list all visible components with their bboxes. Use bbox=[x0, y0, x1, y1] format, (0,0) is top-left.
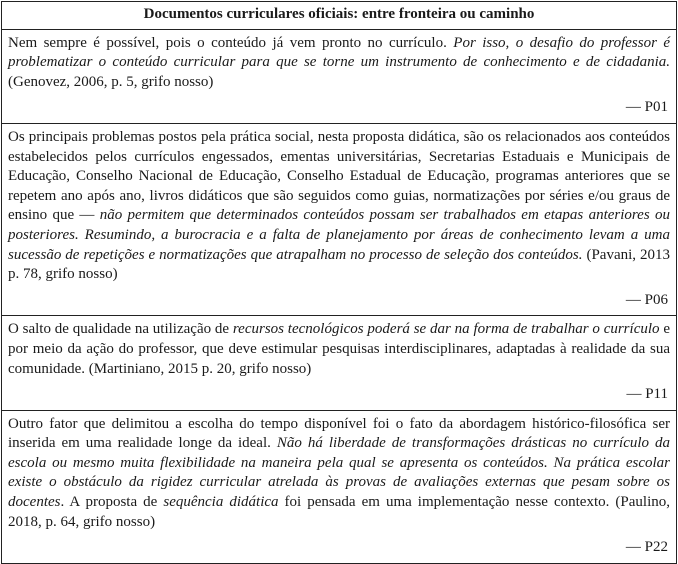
text-segment: Outro fator que delimitou a escolha do tempo disponível foi o fato da abordagem histórico-filosófica ser inserida em uma realidade longe da ideal. bbox=[8, 415, 670, 452]
emphasized-text: Por isso, o desafio do professor é problematizar o conteúdo curricular para que se torne um instrumento de conhecimento e de cidadania. bbox=[8, 34, 670, 71]
quote-text bbox=[8, 34, 670, 93]
emphasized-text: recursos tecnológicos poderá se dar na forma de trabalhar o currículo bbox=[232, 321, 660, 338]
table-row bbox=[2, 410, 677, 563]
table-header-row bbox=[2, 2, 677, 30]
text-segment: . A proposta de bbox=[60, 494, 164, 511]
text-segment: (Pavani, 2013 p. 78, grifo nosso) bbox=[8, 246, 670, 283]
emphasized-text: não permitem que determinados conteúdos possam ser trabalhados em etapas anteriores ou posteriores. Resumindo, a burocracia e a falta de planejamento por áreas de conhecimento levam a uma sucessão de repetições e normatizações que atrapalham no processo de seleção dos conteúdos. bbox=[8, 207, 670, 263]
text-segment: (Genovez, 2006, p. 5, grifo nosso) bbox=[8, 73, 214, 90]
text-segment: e por meio da ação do professor, que deve estimular pesquisas interdisciplinares, adaptadas à realidade da sua comunidade. (Martiniano, 2015 p. 20, grifo nosso) bbox=[8, 321, 670, 377]
participant-code: — P01 bbox=[625, 99, 668, 116]
quote-text bbox=[8, 415, 670, 533]
text-segment: Nem sempre é possível, pois o conteúdo já vem pronto no currículo. bbox=[8, 34, 454, 51]
quote-text bbox=[8, 128, 670, 285]
table-title: Documentos curriculares oficiais: entre fronteira ou caminho bbox=[2, 2, 677, 30]
curricular-documents-table bbox=[1, 1, 677, 564]
table-row bbox=[2, 29, 677, 123]
participant-code: — P06 bbox=[625, 291, 668, 308]
table-row bbox=[2, 316, 677, 410]
text-segment: foi pensada em uma implementação nesse contexto. (Paulino, 2018, p. 64, grifo nosso) bbox=[8, 494, 670, 530]
participant-code: — P22 bbox=[625, 539, 668, 556]
table-body bbox=[2, 29, 677, 563]
table-row bbox=[2, 123, 677, 315]
quote-text bbox=[8, 320, 670, 379]
emphasized-text: sequência didática bbox=[163, 494, 279, 511]
quote-cell bbox=[2, 410, 677, 563]
emphasized-text: Não há liberdade de transformações drásticas no currículo da escola ou mesmo muita flexibilidade na maneira pela qual se apresenta os conteúdos. Na prática escolar existe o obstáculo da rigidez curricular atrelada às provas de avaliações externas que pesam sobre os docentes bbox=[8, 435, 670, 511]
quote-cell bbox=[2, 29, 677, 123]
participant-code: — P11 bbox=[626, 386, 668, 403]
quote-cell bbox=[2, 316, 677, 410]
quote-cell bbox=[2, 123, 677, 315]
text-segment: Os principais problemas postos pela prática social, nesta proposta didática, são os relacionados aos conteúdos estabelecidos pelos currículos engessados, ementas universitárias, Secretarias Estaduais e Municipais de Educação, Conselho Nacional de Educação, Conselho Estadual de Educação, programas anteriores que se repetem ano após ano, livros didáticos que são seguidos como guias, normatizações por séries e/ou graus de ensino que — bbox=[8, 128, 670, 224]
text-segment: O salto de qualidade na utilização de bbox=[8, 321, 233, 338]
